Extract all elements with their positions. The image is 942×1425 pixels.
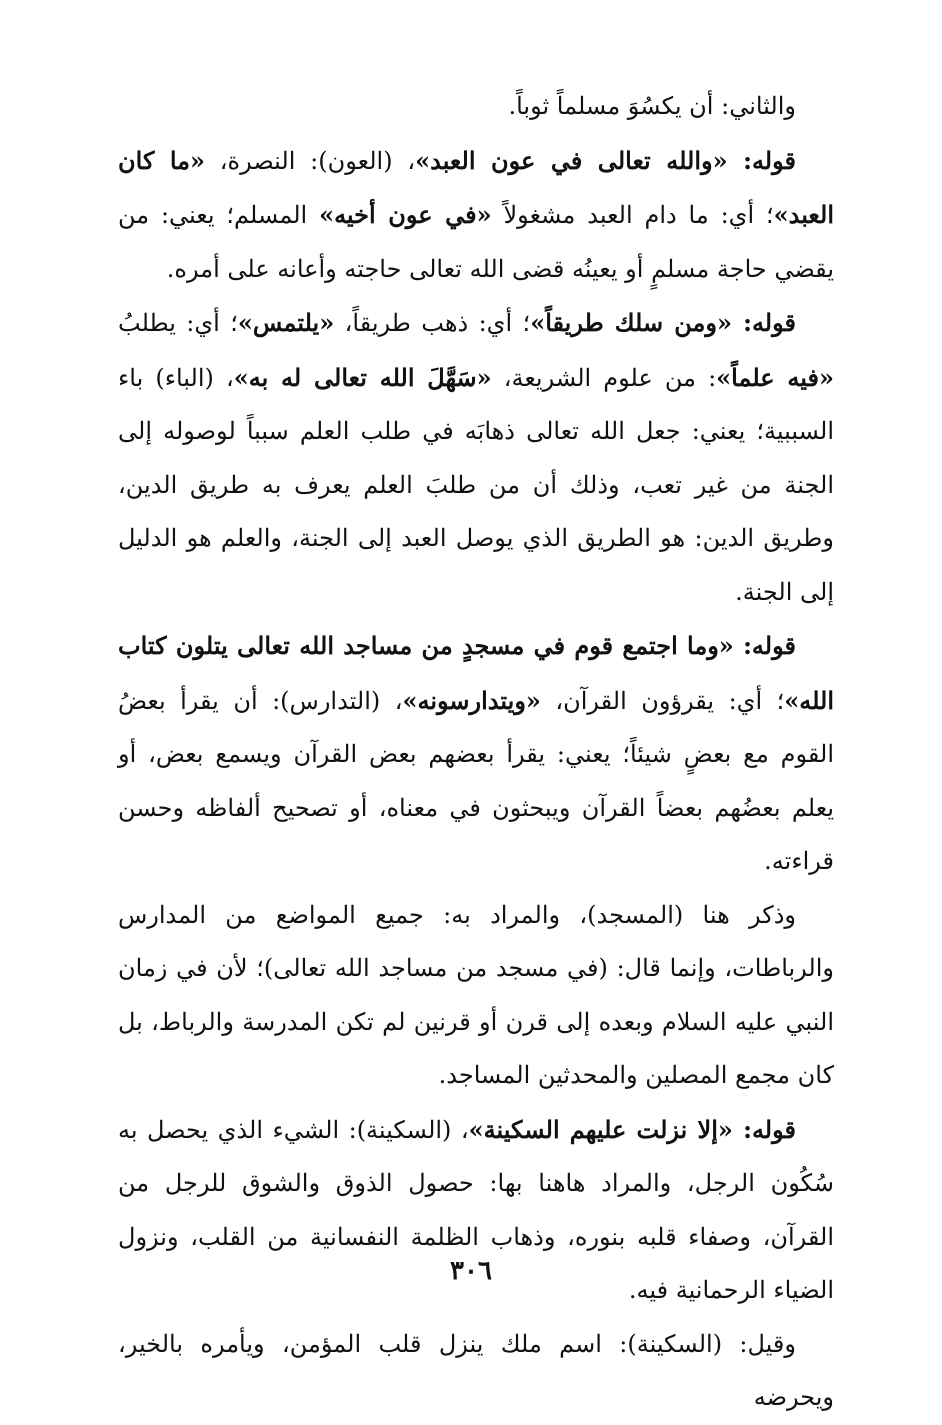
text-run: ، (العون): النصرة، bbox=[205, 146, 416, 175]
text-run: والثاني: أن يكسُوَ مسلماً ثوباً. bbox=[508, 92, 796, 120]
quoted-hadith-text: قوله: «وما اجتمع قوم في مسجدٍ من مساجد الله تعالى يتلون كتاب الله» bbox=[118, 631, 834, 715]
paragraph bbox=[118, 889, 834, 1103]
quoted-hadith-text: قوله: «ومن سلك طريقاً» bbox=[530, 308, 796, 337]
text-run: ؛ أي: يقرؤون القرآن، bbox=[540, 686, 785, 715]
quoted-hadith-text: «يلتمس» bbox=[237, 308, 335, 337]
text-run: المسلم؛ يعني: من يقضي حاجة مسلمٍ أو يعينُه قضى الله تعالى حاجته وأعانه على أمره. bbox=[118, 201, 834, 283]
paragraph bbox=[118, 296, 834, 619]
text-run: وذكر هنا (المسجد)، والمراد به: جميع المواضع من المدارس والرباطات، وإنما قال: (في مسجد من مساجد الله تعالى)؛ لأن في زمان النبي عليه السلام وبعده إلى قرن أو قرنين لم تكن المدرسة والرباط، بل كان مجمع المصلين والمحدثين المساجد. bbox=[118, 900, 834, 1089]
text-run: ، (السكينة): الشيء الذي يحصل به سُكُون الرجل، والمراد هاهنا بها: حصول الذوق والشوق للرجل من القرآن، وصفاء قلبه بنوره، وذهاب الظلمة النفسانية من القلب، ونزول الضياء الرحمانية فيه. bbox=[118, 1115, 834, 1304]
quoted-hadith-text: «ويتدارسونه» bbox=[402, 685, 541, 715]
quoted-hadith-text: «سَهَّلَ الله تعالى له به» bbox=[233, 362, 492, 392]
text-run: ؛ أي: ذهب طريقاً، bbox=[334, 309, 531, 337]
paragraph bbox=[118, 1318, 834, 1425]
quoted-hadith-text: «فيه علماً» bbox=[716, 362, 835, 392]
quoted-hadith-text: قوله: «والله تعالى في عون العبد» bbox=[415, 145, 796, 175]
quoted-hadith-text: «ما كان العبد» bbox=[118, 145, 834, 229]
body-text bbox=[118, 80, 834, 1425]
text-run: ؛ أي: يطلبُ bbox=[118, 309, 238, 337]
text-run: ، (التدارس): أن يقرأ بعضُ القوم مع بعضٍ شيئاً؛ يعني: يقرأ بعضهم بعض القرآن ويسمع بعض، أو يعلم بعضُهم بعضاً القرآن ويبحثون في معناه، أو تصحيح ألفاظه وحسن قراءته. bbox=[118, 686, 834, 875]
text-run: ، (الباء) باء السببية؛ يعني: جعل الله تعالى ذهابَه في طلب العلم سبباً لوصوله إلى الجنة من غير تعب، وذلك أن من طلبَ العلم يعرف به طريق الدين، وطريق الدين: هو الطريق الذي يوصل العبد إلى الجنة، والعلم هو الدليل إلى الجنة. bbox=[118, 363, 834, 606]
paragraph bbox=[118, 80, 834, 134]
page-number: ٣٠٦ bbox=[450, 1256, 492, 1286]
paragraph bbox=[118, 134, 834, 297]
quoted-hadith-text: «في عون أخيه» bbox=[319, 200, 492, 229]
paragraph bbox=[118, 619, 834, 889]
text-run: وقيل: (السكينة): اسم ملك ينزل قلب المؤمن، ويأمره بالخير، ويحرضه bbox=[118, 1329, 834, 1411]
text-run: ؛ أي: ما دام العبد مشغولاً bbox=[491, 201, 774, 229]
text-run: : من علوم الشريعة، bbox=[491, 363, 717, 392]
quoted-hadith-text: قوله: «إلا نزلت عليهم السكينة» bbox=[468, 1114, 796, 1144]
